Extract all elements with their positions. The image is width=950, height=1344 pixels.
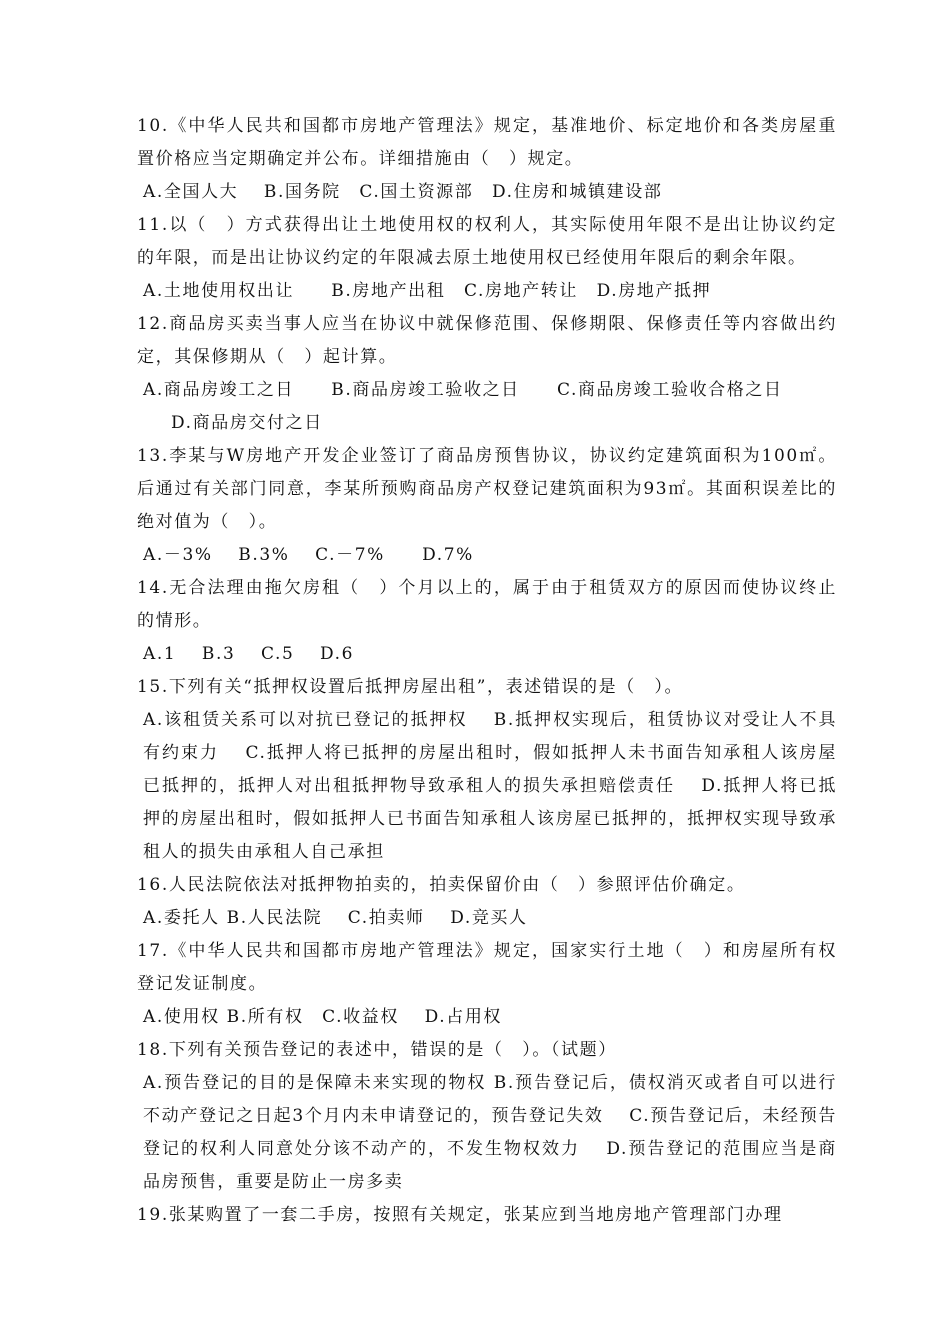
question-14-options: A.1 B.3 C.5 D.6 [143,644,355,664]
question-15-stem: 15.下列有关“抵押权设置后抵押房屋出租”，表述错误的是（ ）。 [137,677,684,697]
question-18-stem: 18.下列有关预告登记的表述中，错误的是（ ）。（试题） [137,1040,617,1060]
question-15-options: A.该租赁关系可以对抗已登记的抵押权 B.抵押权实现后，租赁协议对受让人不具有约束力 C.抵押人将已抵押的房屋出租时，假如抵押人未书面告知承租人该房屋已抵押的，抵押人对出租抵押物导致承租人的损失承担赔偿责任 D.抵押人将已抵押的房屋出租时，假如抵押人已书面告知承租人该房屋已抵押的，抵押权实现导致承租人的损失由承租人自己承担 [143,710,837,862]
question-14-stem: 14.无合法理由拖欠房租（ ）个月以上的，属于由于租赁双方的原因而使协议终止的情形。 [137,578,837,631]
question-13-stem: 13.李某与W房地产开发企业签订了商品房预售协议，协议约定建筑面积为100㎡。后通过有关部门同意，李某所预购商品房产权登记建筑面积为93㎡。其面积误差比的绝对值为（ ）。 [137,446,837,532]
question-16-options: A.委托人 B.人民法院 C.拍卖师 D.竞买人 [143,908,528,928]
question-12-options-continued: D.商品房交付之日 [171,413,323,433]
question-12-options: A.商品房竣工之日 B.商品房竣工验收之日 C.商品房竣工验收合格之日 [143,380,783,400]
question-16-stem: 16.人民法院依法对抵押物拍卖的，拍卖保留价由（ ）参照评估价确定。 [137,875,746,895]
question-17-stem: 17.《中华人民共和国都市房地产管理法》规定，国家实行土地（ ）和房屋所有权登记发证制度。 [137,941,837,994]
question-19-stem: 19.张某购置了一套二手房，按照有关规定，张某应到当地房地产管理部门办理 [137,1205,783,1225]
question-13-options: A.－3% B.3% C.－7% D.7% [143,545,474,565]
question-17-options: A.使用权 B.所有权 C.收益权 D.占用权 [143,1007,503,1027]
question-18-options: A.预告登记的目的是保障未来实现的物权 B.预告登记后，债权消灭或者自可以进行不动产登记之日起3个月内未申请登记的，预告登记失效 C.预告登记后，未经预告登记的权利人同意处分该不动产的，不发生物权效力 D.预告登记的范围应当是商品房预售，重要是防止一房多卖 [143,1073,837,1192]
exam-questions [137,110,837,1232]
question-10-options: A.全国人大 B.国务院 C.国土资源部 D.住房和城镇建设部 [143,182,663,202]
question-12-stem: 12.商品房买卖当事人应当在协议中就保修范围、保修期限、保修责任等内容做出约定，其保修期从（ ）起计算。 [137,314,837,367]
question-11-options: A.土地使用权出让 B.房地产出租 C.房地产转让 D.房地产抵押 [143,281,712,301]
question-11-stem: 11.以（ ）方式获得出让土地使用权的权利人，其实际使用年限不是出让协议约定的年限，而是出让协议约定的年限减去原土地使用权已经使用年限后的剩余年限。 [137,215,837,268]
question-10-stem: 10.《中华人民共和国都市房地产管理法》规定，基准地价、标定地价和各类房屋重置价格应当定期确定并公布。详细措施由（ ）规定。 [137,116,837,169]
